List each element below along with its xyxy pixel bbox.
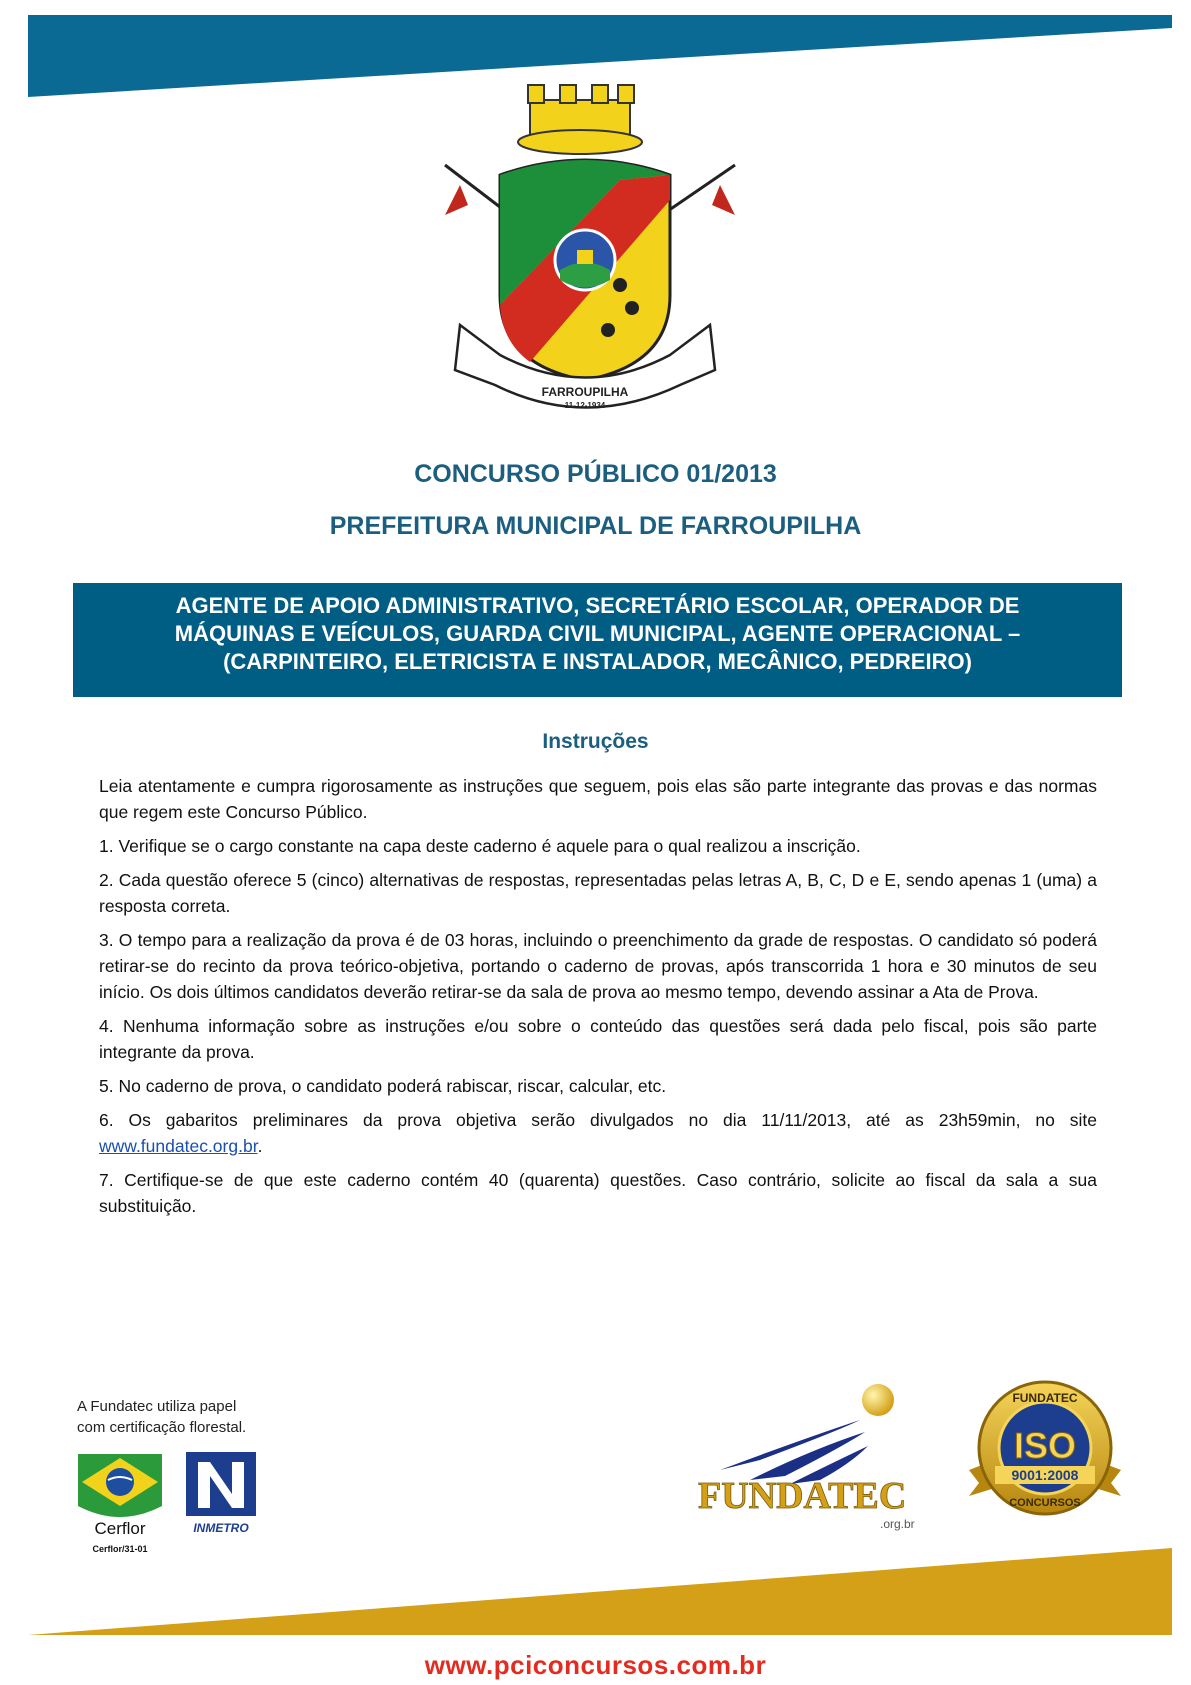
fundatec-site-link[interactable]: www.fundatec.org.br	[99, 1136, 258, 1156]
footer-website[interactable]: www.pciconcursos.com.br	[424, 1650, 767, 1680]
fundatec-wordmark: FUNDATEC	[698, 1475, 907, 1517]
bottom-gold-band	[0, 1545, 1191, 1645]
instruction-item-5: 5. No caderno de prova, o candidato poderá rabiscar, riscar, calcular, etc.	[99, 1076, 667, 1096]
coat-ribbon-date: 11-12-1934	[564, 401, 606, 410]
cert-line-2: com certificação florestal.	[77, 1419, 247, 1436]
instruction-item-7: 7. Certifique-se de que este caderno contém 40 (quarenta) questões. Caso contrário, solicite ao fiscal da sala a sua substituição.	[99, 1170, 1097, 1216]
cerflor-logo-icon	[72, 1448, 168, 1558]
iso-standard-text: 9001:2008	[1011, 1467, 1079, 1483]
cargos-banner	[73, 583, 1122, 697]
fundatec-logo-icon	[690, 1380, 940, 1535]
cerflor-code: Cerflor/31-01	[92, 1544, 148, 1554]
instruction-item-4: 4. Nenhuma informação sobre as instruções e/ou sobre o conteúdo das questões será dada pelo fiscal, pois são parte integrante da prova.	[99, 1016, 1097, 1062]
cargos-line-1: AGENTE DE APOIO ADMINISTRATIVO, SECRETÁRIO ESCOLAR, OPERADOR DE	[175, 593, 1020, 618]
cerflor-name: Cerflor	[94, 1519, 146, 1538]
coat-ribbon-text: FARROUPILHA	[541, 385, 629, 399]
instruction-item-3: 3. O tempo para a realização da prova é de 03 horas, incluindo o preenchimento da grade de respostas. O candidato só poderá retirar-se do recinto da prova teórico-objetiva, portando o caderno de provas, após transcorrida 1 hora e 30 minutos de seu início. Os dois últimos candidatos deverão retirar-se da sala de prova ao mesmo tempo, devendo assinar a Ata de Prova.	[99, 930, 1097, 1002]
iso-9001-seal-icon	[965, 1378, 1125, 1518]
iso-bottom-text: CONCURSOS	[1009, 1497, 1081, 1509]
cargos-line-3: (CARPINTEIRO, ELETRICISTA E INSTALADOR, MECÂNICO, PEDREIRO)	[223, 649, 972, 674]
certification-note	[77, 1396, 246, 1438]
inmetro-label: INMETRO	[193, 1521, 249, 1535]
instructions-body	[99, 773, 1097, 1227]
coat-of-arms-emblem	[440, 80, 740, 435]
instruction-item-6-text: 6. Os gabaritos preliminares da prova objetiva serão divulgados no dia 11/11/2013, até as 23h59min, no site	[99, 1110, 1097, 1130]
instruction-item-2: 2. Cada questão oferece 5 (cinco) alternativas de respostas, representadas pelas letras A, B, C, D e E, sendo apenas 1 (uma) a resposta correta.	[99, 870, 1097, 916]
cert-line-1: A Fundatec utiliza papel	[77, 1398, 237, 1415]
instruction-item-1: 1. Verifique se o cargo constante na capa deste caderno é aquele para o qual realizou a inscrição.	[99, 836, 861, 856]
concurso-title: CONCURSO PÚBLICO 01/2013	[414, 460, 777, 488]
cargos-line-2: MÁQUINAS E VEÍCULOS, GUARDA CIVIL MUNICIPAL, AGENTE OPERACIONAL –	[174, 621, 1021, 646]
iso-main-text: ISO	[1013, 1425, 1077, 1466]
instructions-title: Instruções	[542, 730, 649, 753]
fundatec-domain: .org.br	[880, 1517, 915, 1531]
instruction-item-6	[99, 1107, 1097, 1159]
instructions-intro: Leia atentamente e cumpra rigorosamente as instruções que seguem, pois elas são parte integrante das provas e das normas que regem este Concurso Público.	[99, 776, 1097, 822]
instruction-item-6-end: .	[257, 1136, 263, 1156]
inmetro-logo-icon	[184, 1450, 258, 1538]
iso-top-text: FUNDATEC	[1012, 1391, 1078, 1405]
prefeitura-title: PREFEITURA MUNICIPAL DE FARROUPILHA	[329, 512, 862, 540]
crown-icon	[518, 85, 642, 154]
